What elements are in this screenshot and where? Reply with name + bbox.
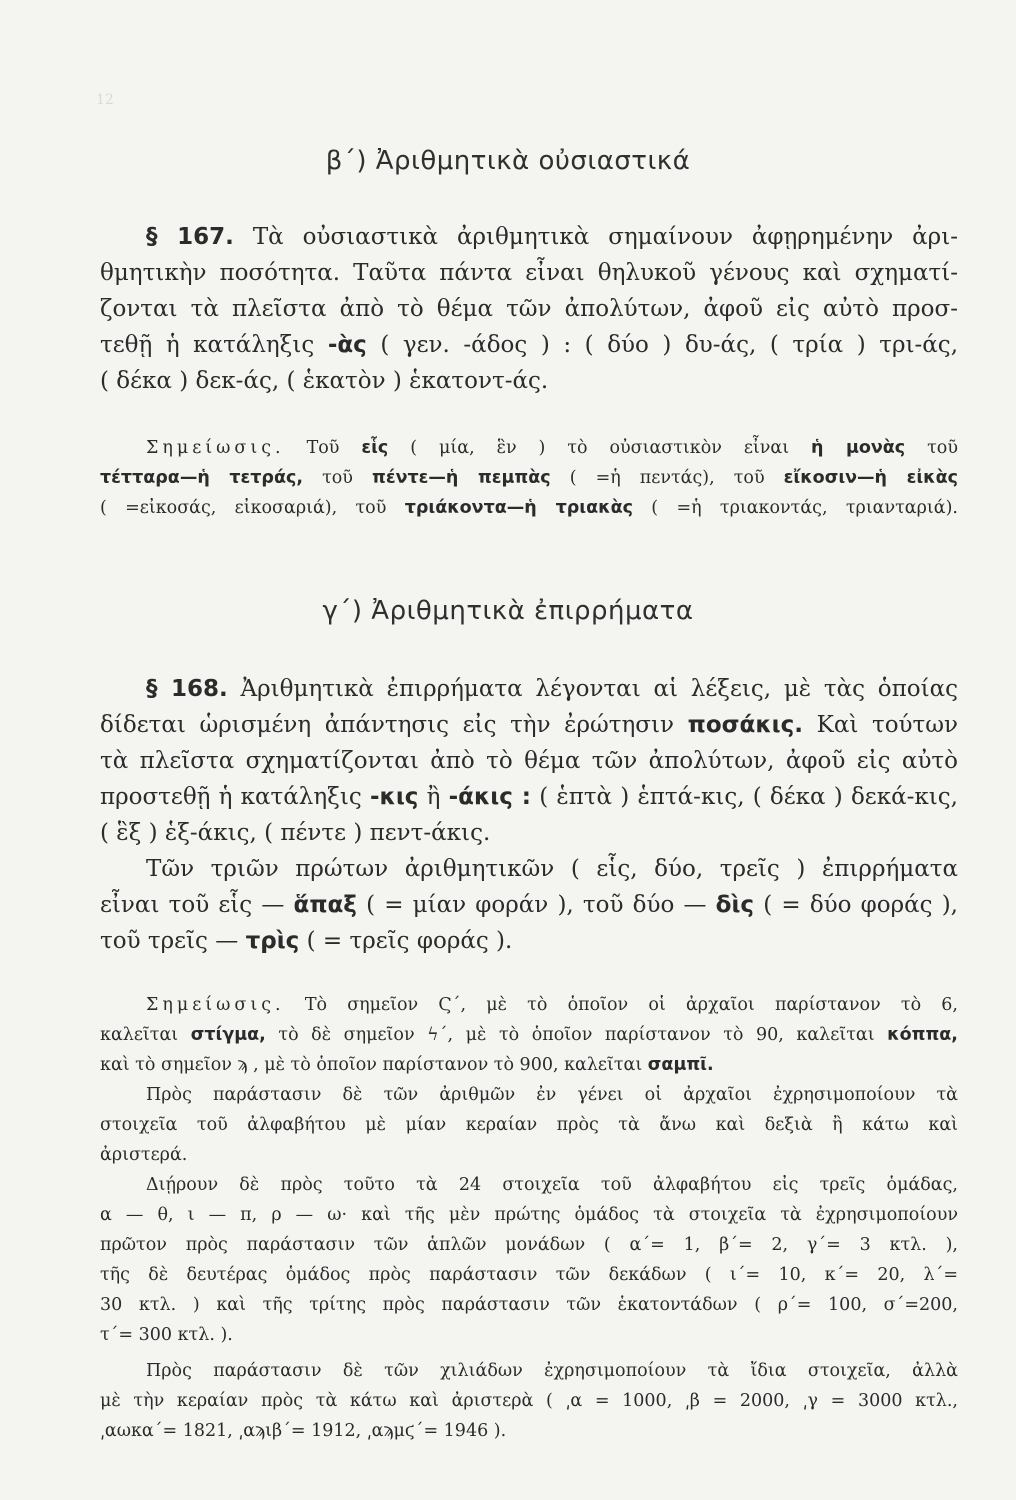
paragraph-167-line-1: § 167. Τὰ οὐσιαστικὰ ἀριθμητικὰ σημαίνουν ἀφῃρημένην ἀρι- <box>146 224 958 250</box>
note-2-line-2: καλεῖται στίγμα, τὸ δὲ σημεῖον ϟ΄, μὲ τὸ ὁποῖον παρίστανον τὸ 90, καλεῖται κόππα, <box>100 1025 958 1045</box>
note-1-line-3: ( =εἰκοσάς, εἰκοσαριά), τοῦ τριάκοντα—ἡ τριακὰς ( =ἡ τριακοντάς, τριανταριά). <box>100 498 958 518</box>
para-3-line-1: Πρὸς παράστασιν δὲ τῶν χιλιάδων ἐχρησιμοποίουν τὰ ἴδια στοιχεῖα, ἀλλὰ <box>146 1361 958 1381</box>
para-3-line-2: μὲ τὴν κεραίαν πρὸς τὰ κάτω καὶ ἀριστερὰ ( ͵α = 1000, ͵β = 2000, ͵γ = 3000 κτλ., <box>100 1391 958 1411</box>
paragraph-168-line-8: τοῦ τρεῖς — τρὶς ( = τρεῖς φοράς ). <box>100 928 513 954</box>
paragraph-167-line-5: ( δέκα ) δεκ-άς, ( ἑκατὸν ) ἑκατοντ-άς. <box>100 368 549 394</box>
paragraph-168-line-1: § 168. Ἀριθμητικὰ ἐπιρρήματα λέγονται αἱ λέξεις, μὲ τὰς ὁποίας <box>146 676 958 702</box>
para-2-line-3: πρῶτον πρὸς παράστασιν τῶν ἁπλῶν μονάδων ( α΄= 1, β΄= 2, γ΄= 3 κτλ. ), <box>100 1235 958 1255</box>
paragraph-168-line-2: δίδεται ὡρισμένη ἀπάντησις εἰς τὴν ἐρώτησιν ποσάκις. Καὶ τούτων <box>100 712 958 738</box>
note-2-line-3: καὶ τὸ σημεῖον ϡ , μὲ τὸ ὁποῖον παρίστανον τὸ 900, καλεῖται σαμπῖ. <box>100 1055 714 1075</box>
para-1-line-3: ἀριστερά. <box>100 1145 188 1165</box>
para-2-line-2: α — θ, ι — π, ρ — ω· καὶ τῆς μὲν πρώτης ὁμάδος τὰ στοιχεῖα τὰ ἐχρησιμοποίουν <box>100 1205 958 1225</box>
note-2-label: Σημείωσις. <box>146 995 285 1015</box>
section-c-heading: γ΄) Ἀριθμητικὰ ἐπιρρήματα <box>322 596 694 626</box>
page-number: 12 <box>96 92 114 108</box>
note-1-line-2: τέτταρα—ἡ τετράς, τοῦ πέντε—ἡ πεμπὰς ( =ἡ πεντάς), τοῦ εἴκοσιν—ἡ εἰκὰς <box>100 468 958 488</box>
note-1-label: Σημείωσις. <box>146 438 285 458</box>
paragraph-167-number: § 167. <box>146 224 234 250</box>
note-2-line-1: Σημείωσις. Τὸ σημεῖον Ϛ΄, μὲ τὸ ὁποῖον οἱ ἀρχαῖοι παρίστανον τὸ 6, <box>146 995 958 1015</box>
para-2-line-5: 30 κτλ. ) καὶ τῆς τρίτης πρὸς παράστασιν τῶν ἑκατοντάδων ( ρ΄= 100, σ΄=200, <box>100 1295 958 1315</box>
ending-as: -ὰς <box>327 332 367 358</box>
paragraph-167-line-2: θμητικὴν ποσότητα. Ταῦτα πάντα εἶναι θηλυκοῦ γένους καὶ σχηματί- <box>100 260 958 286</box>
paragraph-168-line-5: ( ἓξ ) ἑξ-άκις, ( πέντε ) πεντ-άκις. <box>100 820 491 846</box>
para-2-line-4: τῆς δὲ δευτέρας ὁμάδος πρὸς παράστασιν τῶν δεκάδων ( ι΄= 10, κ΄= 20, λ΄= <box>100 1265 958 1285</box>
paragraph-168-line-7: εἶναι τοῦ εἷς — ἅπαξ ( = μίαν φοράν ), τοῦ δύο — δὶς ( = δύο φοράς ), <box>100 892 958 918</box>
paragraph-168-line-6: Τῶν τριῶν πρώτων ἀριθμητικῶν ( εἷς, δύο, τρεῖς ) ἐπιρρήματα <box>146 856 958 882</box>
paragraph-168-number: § 168. <box>146 676 228 702</box>
para-2-line-6: τ΄= 300 κτλ. ). <box>100 1325 233 1345</box>
section-b-heading: β΄) Ἀριθμητικὰ οὐσιαστικά <box>325 146 691 176</box>
paragraph-168-line-4: προστεθῇ ἡ κατάληξις -κις ἢ -άκις : ( ἑπτὰ ) ἑπτά-κις, ( δέκα ) δεκά-κις, <box>100 784 958 810</box>
para-3-line-3: ͵αωκα΄= 1821, ͵αϡιβ΄= 1912, ͵αϡμϛ΄= 1946 ). <box>100 1421 507 1441</box>
paragraph-167-line-3: ζονται τὰ πλεῖστα ἀπὸ τὸ θέμα τῶν ἀπολύτων, ἀφοῦ εἰς αὐτὸ προσ- <box>100 296 958 322</box>
para-1-line-2: στοιχεῖα τοῦ ἀλφαβήτου μὲ μίαν κεραίαν πρὸς τὰ ἄνω καὶ δεξιὰ ἢ κάτω καὶ <box>100 1115 958 1135</box>
paragraph-167-line-4: τεθῇ ἡ κατάληξις -ὰς ( γεν. -άδος ) : ( δύο ) δυ-άς, ( τρία ) τρι-άς, <box>100 332 958 358</box>
para-1-line-1: Πρὸς παράστασιν δὲ τῶν ἀριθμῶν ἐν γένει οἱ ἀρχαῖοι ἐχρησιμοποίουν τὰ <box>146 1085 958 1105</box>
para-2-line-1: Διῄρουν δὲ πρὸς τοῦτο τὰ 24 στοιχεῖα τοῦ ἀλφαβήτου εἰς τρεῖς ὁμάδας, <box>146 1175 958 1195</box>
paragraph-168-line-3: τὰ πλεῖστα σχηματίζονται ἀπὸ τὸ θέμα τῶν ἀπολύτων, ἀφοῦ εἰς αὐτὸ <box>100 748 958 774</box>
note-1-line-1: Σημείωσις. Τοῦ εἷς ( μία, ἓν ) τὸ οὐσιαστικὸν εἶναι ἡ μονὰς τοῦ <box>146 438 958 458</box>
